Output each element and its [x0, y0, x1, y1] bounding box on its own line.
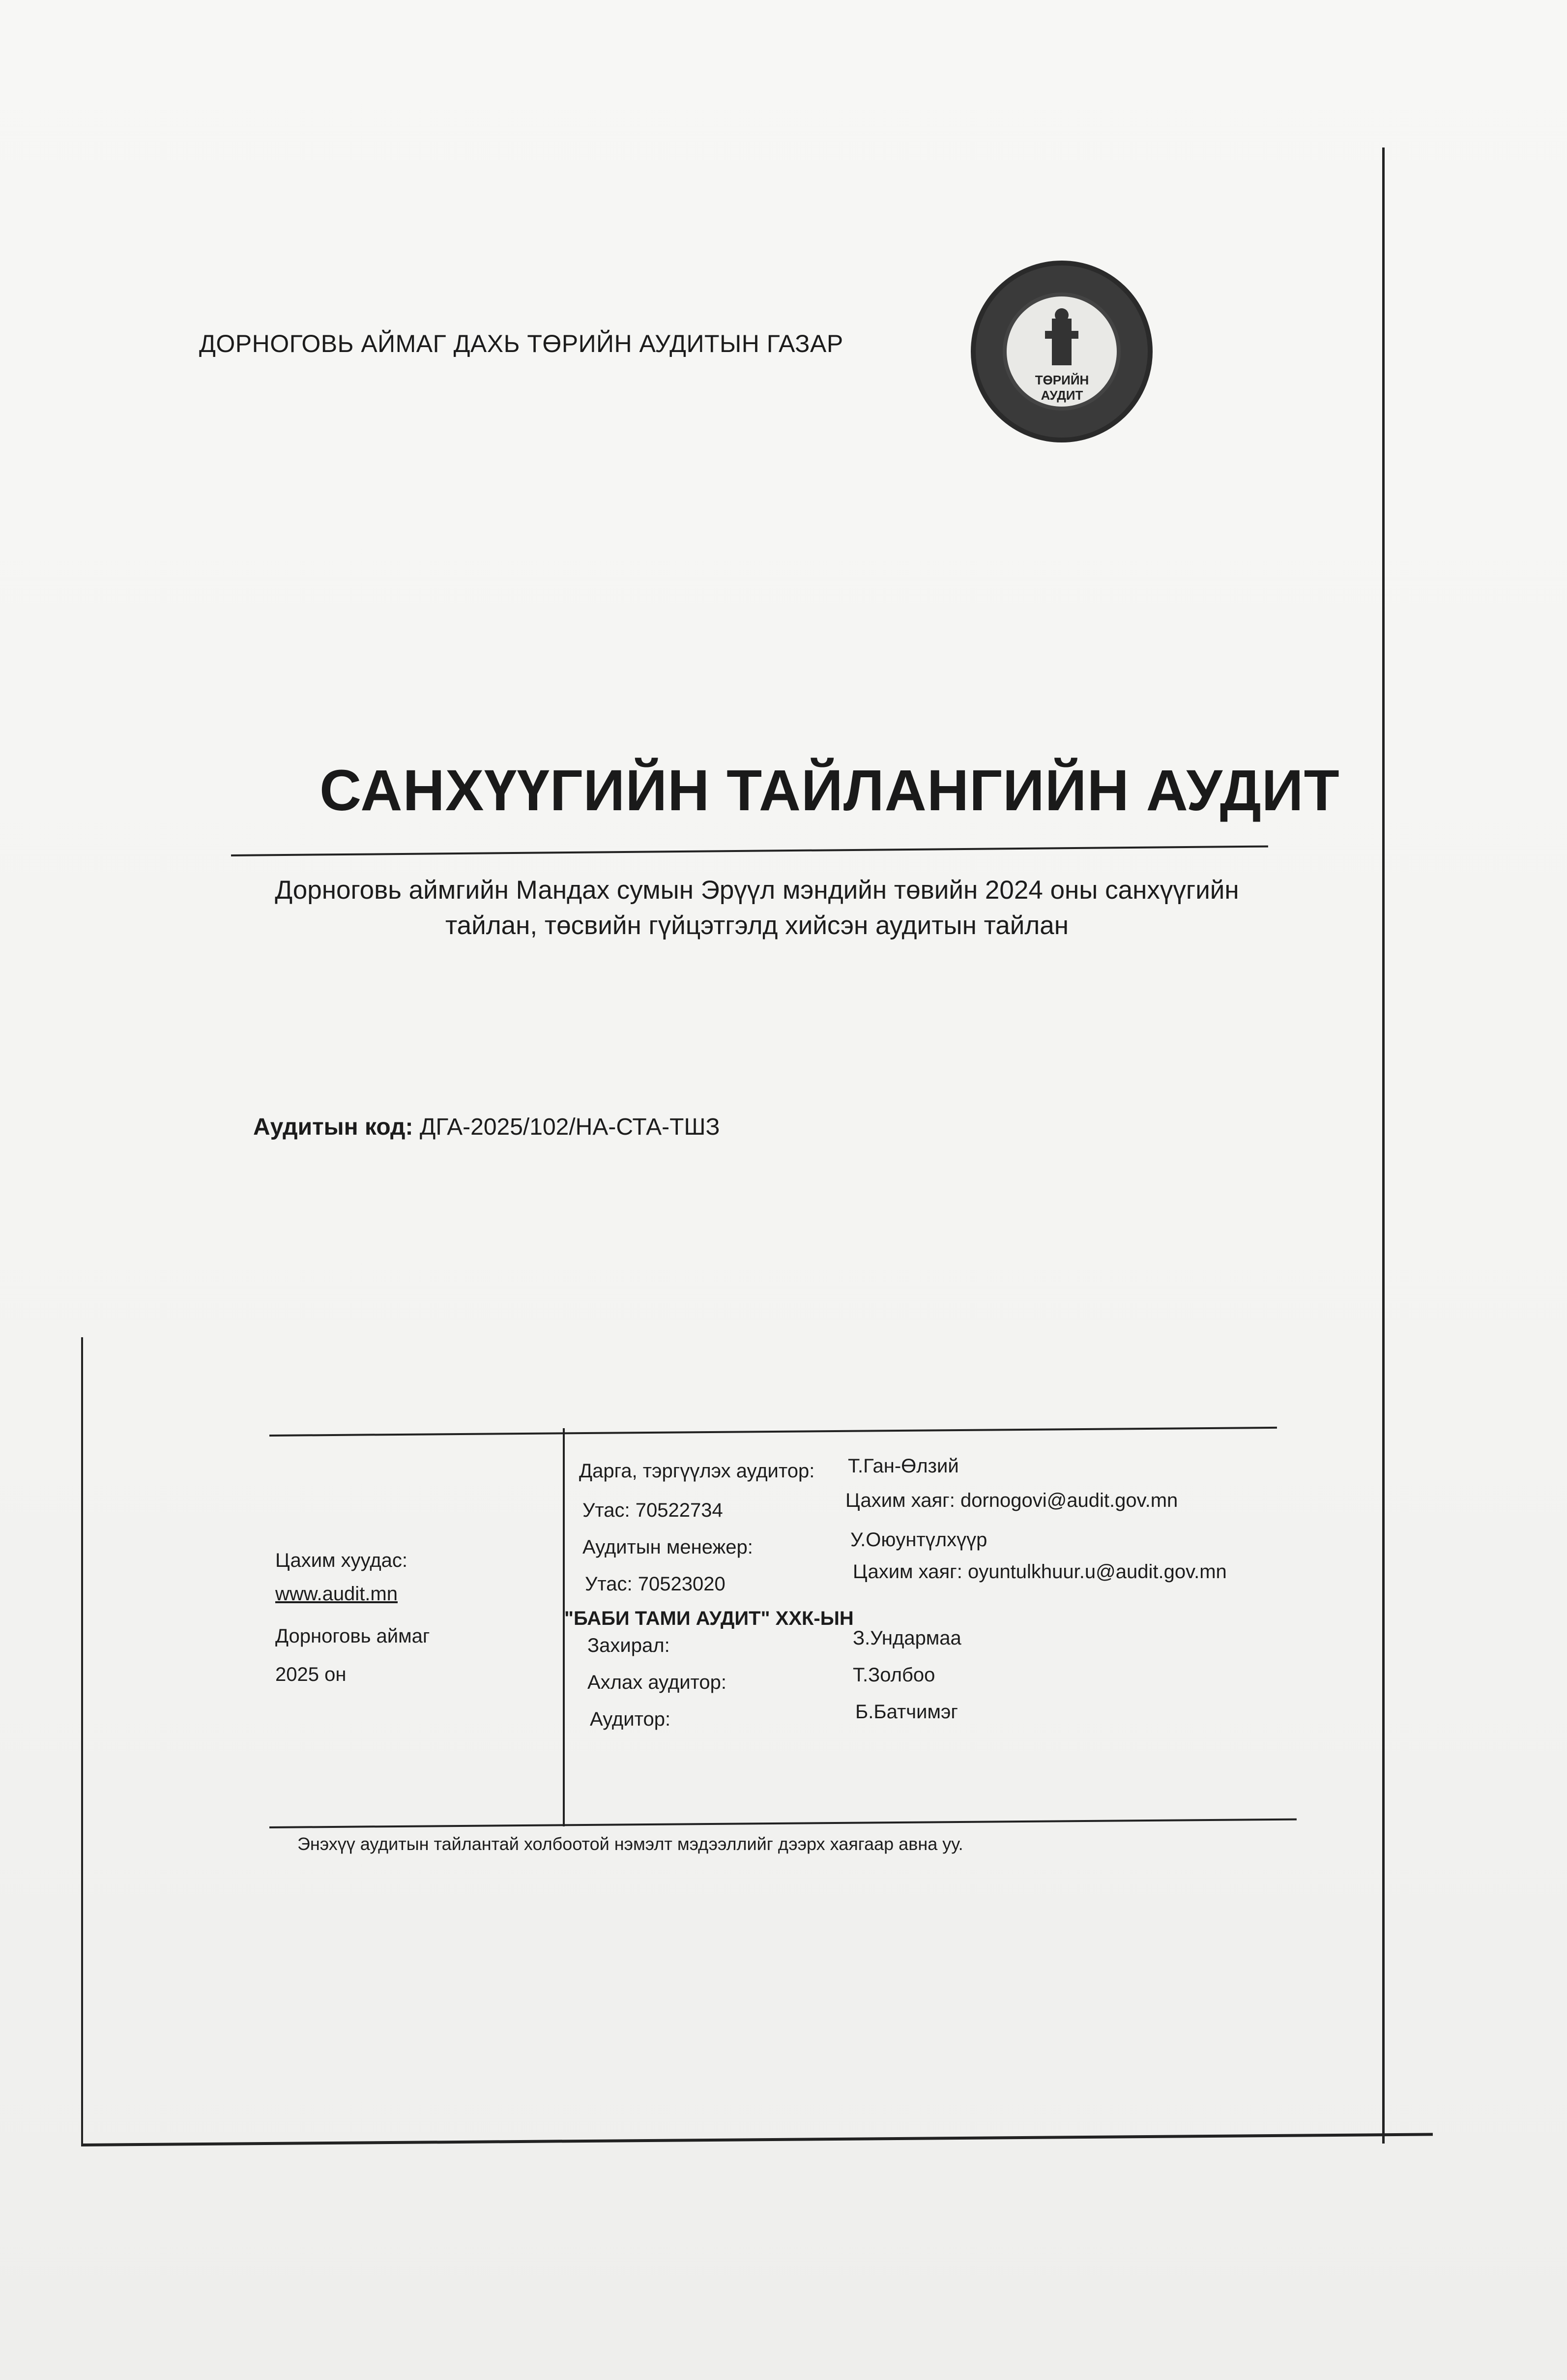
seal-label: ТӨРИЙН АУДИТ — [1035, 373, 1089, 403]
report-subtitle — [256, 873, 1258, 943]
organization-name: ДОРНОГОВЬ АЙМАГ ДАХЬ ТӨРИЙН АУДИТЫН ГАЗАР — [199, 330, 843, 357]
manager-email: Цахим хаяг: oyuntulkhuur.u@audit.gov.mn — [853, 1561, 1227, 1583]
footer-note: Энэхүү аудитын тайлантай холбоотой нэмэлт мэдээллийг дээрх хаягаар авна уу. — [297, 1834, 963, 1854]
head-name: Т.Ган-Өлзий — [848, 1455, 959, 1477]
auditor-name: Б.Батчимэг — [855, 1701, 958, 1723]
senior-auditor-label: Ахлах аудитор: — [587, 1672, 727, 1693]
head-email: Цахим хаяг: dornogovi@audit.gov.mn — [845, 1490, 1178, 1511]
year-text: 2025 он — [275, 1664, 347, 1685]
manager-phone: Утас: 70523020 — [585, 1573, 725, 1595]
senior-auditor-name: Т.Золбоо — [853, 1664, 935, 1686]
manager-label: Аудитын менежер: — [582, 1536, 753, 1558]
report-title: САНХҮҮГИЙН ТАЙЛАНГИЙН АУДИТ — [319, 758, 1340, 823]
state-audit-seal — [971, 261, 1153, 442]
manager-name: У.Оюунтүлхүүр — [850, 1529, 987, 1551]
website-label: Цахим хуудас: — [275, 1550, 408, 1571]
seal-emblem — [1003, 293, 1121, 411]
province-text: Дорноговь аймаг — [275, 1625, 430, 1647]
subtitle-line-1: Дорноговь аймгийн Мандах сумын Эрүүл мэндийн төвийн 2024 оны санхүүгийн — [275, 876, 1239, 905]
head-label: Дарга, тэргүүлэх аудитор: — [579, 1460, 815, 1482]
director-name: З.Ундармаа — [853, 1627, 961, 1649]
head-phone: Утас: 70522734 — [582, 1499, 723, 1521]
audit-code-label: Аудитын код: — [253, 1114, 413, 1140]
subtitle-line-2: тайлан, төсвийн гүйцэтгэлд хийсэн аудитын тайлан — [445, 911, 1069, 940]
contact-left-column — [275, 1544, 430, 1691]
auditor-label: Аудитор: — [590, 1708, 671, 1730]
audit-code — [253, 1114, 720, 1141]
director-label: Захирал: — [587, 1635, 670, 1656]
frame-left-line — [81, 1337, 83, 2146]
audit-firm: "БАБИ ТАМИ АУДИТ" ХХК-ЫН — [564, 1608, 854, 1629]
audit-code-value: ДГА-2025/102/НА-СТА-ТШЗ — [419, 1114, 720, 1140]
website-link[interactable]: www.audit.mn — [275, 1583, 398, 1605]
frame-right-line — [1382, 147, 1385, 2144]
